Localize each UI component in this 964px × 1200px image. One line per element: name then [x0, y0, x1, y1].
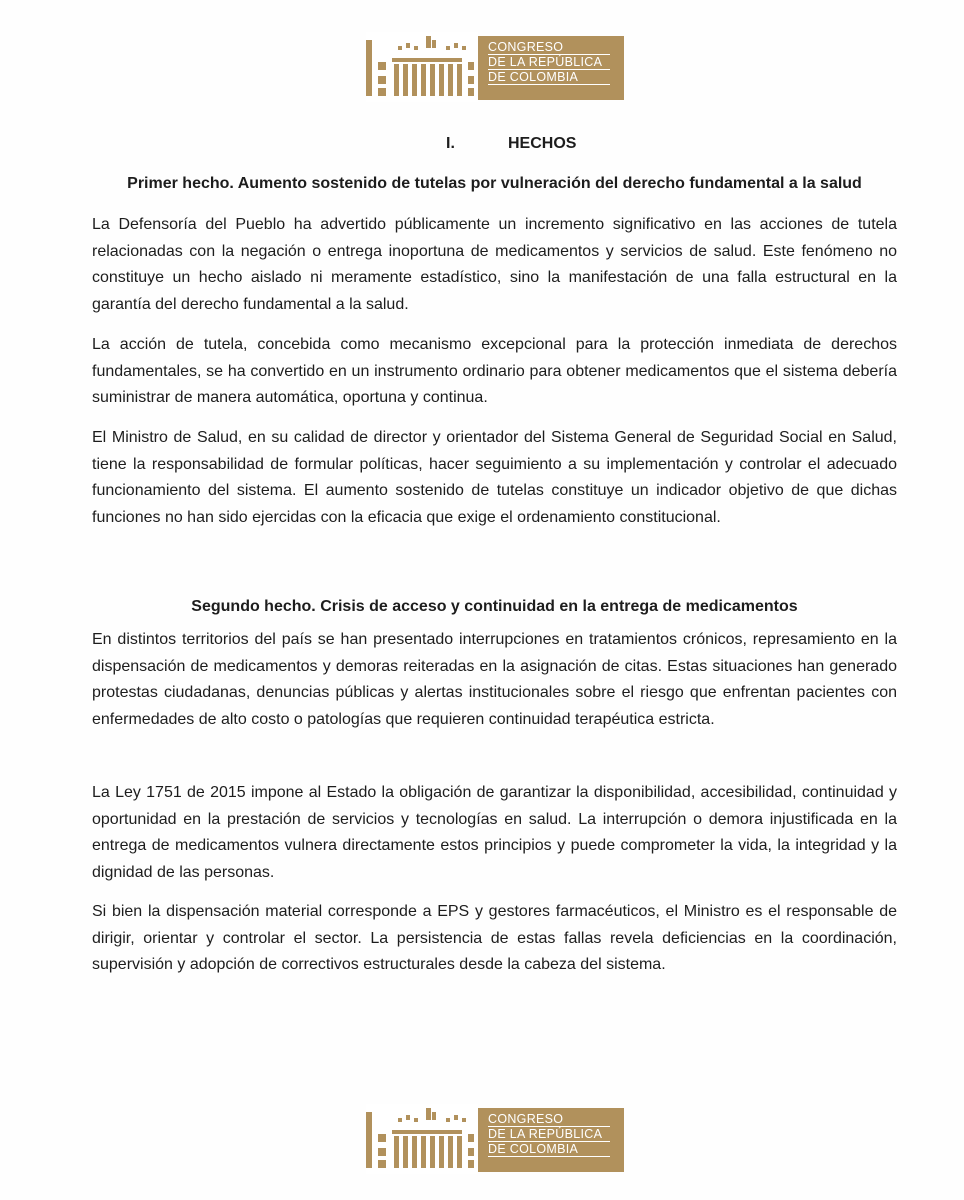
hecho2-paragraph-1: En distintos territorios del país se han presentado interrupciones en tratamientos crónicos, represamiento en la dispensación de medicamentos y demoras reiteradas en la asignación de citas. Estas situaciones han generado protestas ciudadanas, denuncias públicas y alertas institucionales sobre el riesgo que enfrentan pacientes con enfermedades de alto costo o patologías que requieren continuidad terapéutica estricta. [92, 631, 897, 728]
nameplate-line-1: CONGRESO [478, 40, 624, 55]
congreso-nameplate [478, 1108, 624, 1172]
footer-logo [366, 1104, 624, 1174]
congreso-nameplate [478, 36, 624, 100]
hecho1-paragraph-3: El Ministro de Salud, en su calidad de director y orientador del Sistema General de Seguridad Social en Salud, tiene la responsabilidad de formular políticas, hacer seguimiento a su implementación y controlar el adecuado funcionamiento del sistema. El aumento sostenido de tutelas constituye un indicador objetivo de que dichas funciones no han sido ejercidas con la eficacia que exige el ordenamiento constitucional. [92, 429, 897, 526]
nameplate-line-1: CONGRESO [478, 1112, 624, 1127]
hecho1-title: Primer hecho. Aumento sostenido de tutelas por vulneración del derecho fundamental a la salud [127, 175, 862, 192]
nameplate-line-2: DE LA REPÚBLICA [478, 1127, 624, 1142]
hecho2-paragraph-3: Si bien la dispensación material corresponde a EPS y gestores farmacéuticos, el Ministro es el responsable de dirigir, orientar y controlar el sector. La persistencia de estas fallas revela deficiencias en la coordinación, supervisión y adopción de correctivos estructurales desde la cabeza del sistema. [92, 903, 897, 973]
section-title: HECHOS [508, 135, 577, 152]
nameplate-line-3: DE COLOMBIA [478, 1142, 624, 1157]
nameplate-line-3: DE COLOMBIA [478, 70, 624, 85]
capitol-emblem-icon [366, 1104, 478, 1174]
hecho1-paragraph-1: La Defensoría del Pueblo ha advertido públicamente un incremento significativo en las acciones de tutela relacionadas con la negación o entrega inoportuna de medicamentos y servicios de salud. Este fenómeno no constituye un hecho aislado ni meramente estadístico, sino la manifestación de una falla estructural en la garantía del derecho fundamental a la salud. [92, 216, 897, 313]
hecho2-paragraph-2: La Ley 1751 de 2015 impone al Estado la obligación de garantizar la disponibilidad, accesibilidad, continuidad y oportunidad en la prestación de servicios y tecnologías en salud. La interrupción o demora injustificada en la entrega de medicamentos vulnera directamente estos principios y puede comprometer la vida, la integridad y la dignidad de las personas. [92, 784, 897, 881]
header-logo [366, 32, 624, 102]
section-heading [446, 134, 576, 154]
section-number: I. [446, 135, 455, 152]
capitol-emblem-icon [366, 32, 478, 102]
nameplate-line-2: DE LA REPÚBLICA [478, 55, 624, 70]
hecho1-paragraph-2: La acción de tutela, concebida como mecanismo excepcional para la protección inmediata de derechos fundamentales, se ha convertido en un instrumento ordinario para obtener medicamentos que el sistema debería suministrar de manera automática, oportuna y continua. [92, 336, 897, 406]
hecho2-title: Segundo hecho. Crisis de acceso y continuidad en la entrega de medicamentos [191, 598, 798, 615]
